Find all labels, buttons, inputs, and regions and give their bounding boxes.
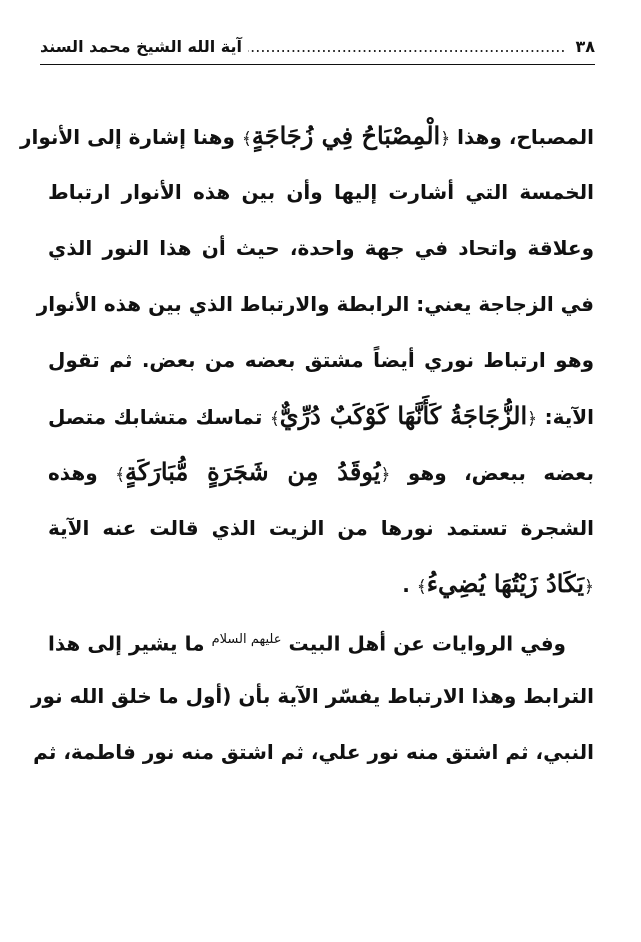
header-title: آية الله الشيخ محمد السند [40,36,242,56]
text-line-7 [48,444,594,500]
text-segment: وهذه [48,461,116,485]
honorific-mark: عليهم السلام [211,632,282,647]
running-header [40,30,595,62]
quran-close-brace: ﴾ [416,577,427,597]
text-line-12: النبي، ثم اشتق منه نور علي، ثم اشتق منه نور فاطمة، ثم [33,740,594,764]
text-line-8: الشجرة تستمد نورها من الزيت الذي قالت عنه الآية [48,516,594,540]
quran-close-brace: ﴾ [241,129,252,149]
text-line-2: الخمسة التي أشارت إليها وأن بين هذه الأنوار ارتباط [48,180,594,204]
quran-close-brace: ﴾ [269,409,280,429]
text-segment: ما يشير إلى هذا [48,631,212,656]
quran-verse: الْمِصْبَاحُ فِي زُجَاجَةٍ [251,121,441,150]
text-segment: وهنا إشارة إلى الأنوار [19,125,242,149]
text-segment: الآية: [537,405,594,429]
quran-close-brace: ﴾ [115,465,126,485]
quran-verse: الزُّجَاجَةُ كَأَنَّهَا كَوْكَبٌ دُرِّيٌّ [279,401,528,430]
quran-open-brace: ﴿ [584,577,594,597]
text-line-4: في الزجاجة يعني: الرابطة والارتباط الذي بين هذه الأنوار [36,292,594,316]
header-rule [40,64,595,65]
page-number: ٣٨ [575,36,595,56]
text-segment: بعضه ببعض، وهو [390,461,594,485]
text-line-11: الترابط وهذا الارتباط يفسّر الآية بأن (أول ما خلق الله نور [31,684,594,708]
quran-verse: يَكَادُ زَيْتُهَا يُضِيءُ [426,569,585,598]
text-segment: وفي الروايات عن أهل البيت [281,631,566,656]
header-leader-dots [248,37,565,56]
text-line-1 [19,108,594,164]
sentence-period: . [402,573,417,597]
quran-verse: يُوقَدُ مِن شَجَرَةٍ مُّبَارَكَةٍ [125,457,381,486]
text-segment: تماسك متشابك متصل [48,405,270,429]
quran-open-brace: ﴿ [527,409,538,429]
body-text [19,108,594,780]
text-line-3: وعلاقة واتحاد في جهة واحدة، حيث أن هذا النور الذي [48,236,594,260]
quran-open-brace: ﴿ [440,129,451,149]
quran-open-brace: ﴿ [380,465,391,485]
text-line-9 [48,556,594,612]
text-line-10 [48,612,594,668]
text-line-5: وهو ارتباط نوري أيضاً مشتق بعضه من بعض. ثم تقول [48,348,594,372]
text-line-6 [48,388,594,444]
text-segment: المصباح، وهذا [450,125,594,149]
